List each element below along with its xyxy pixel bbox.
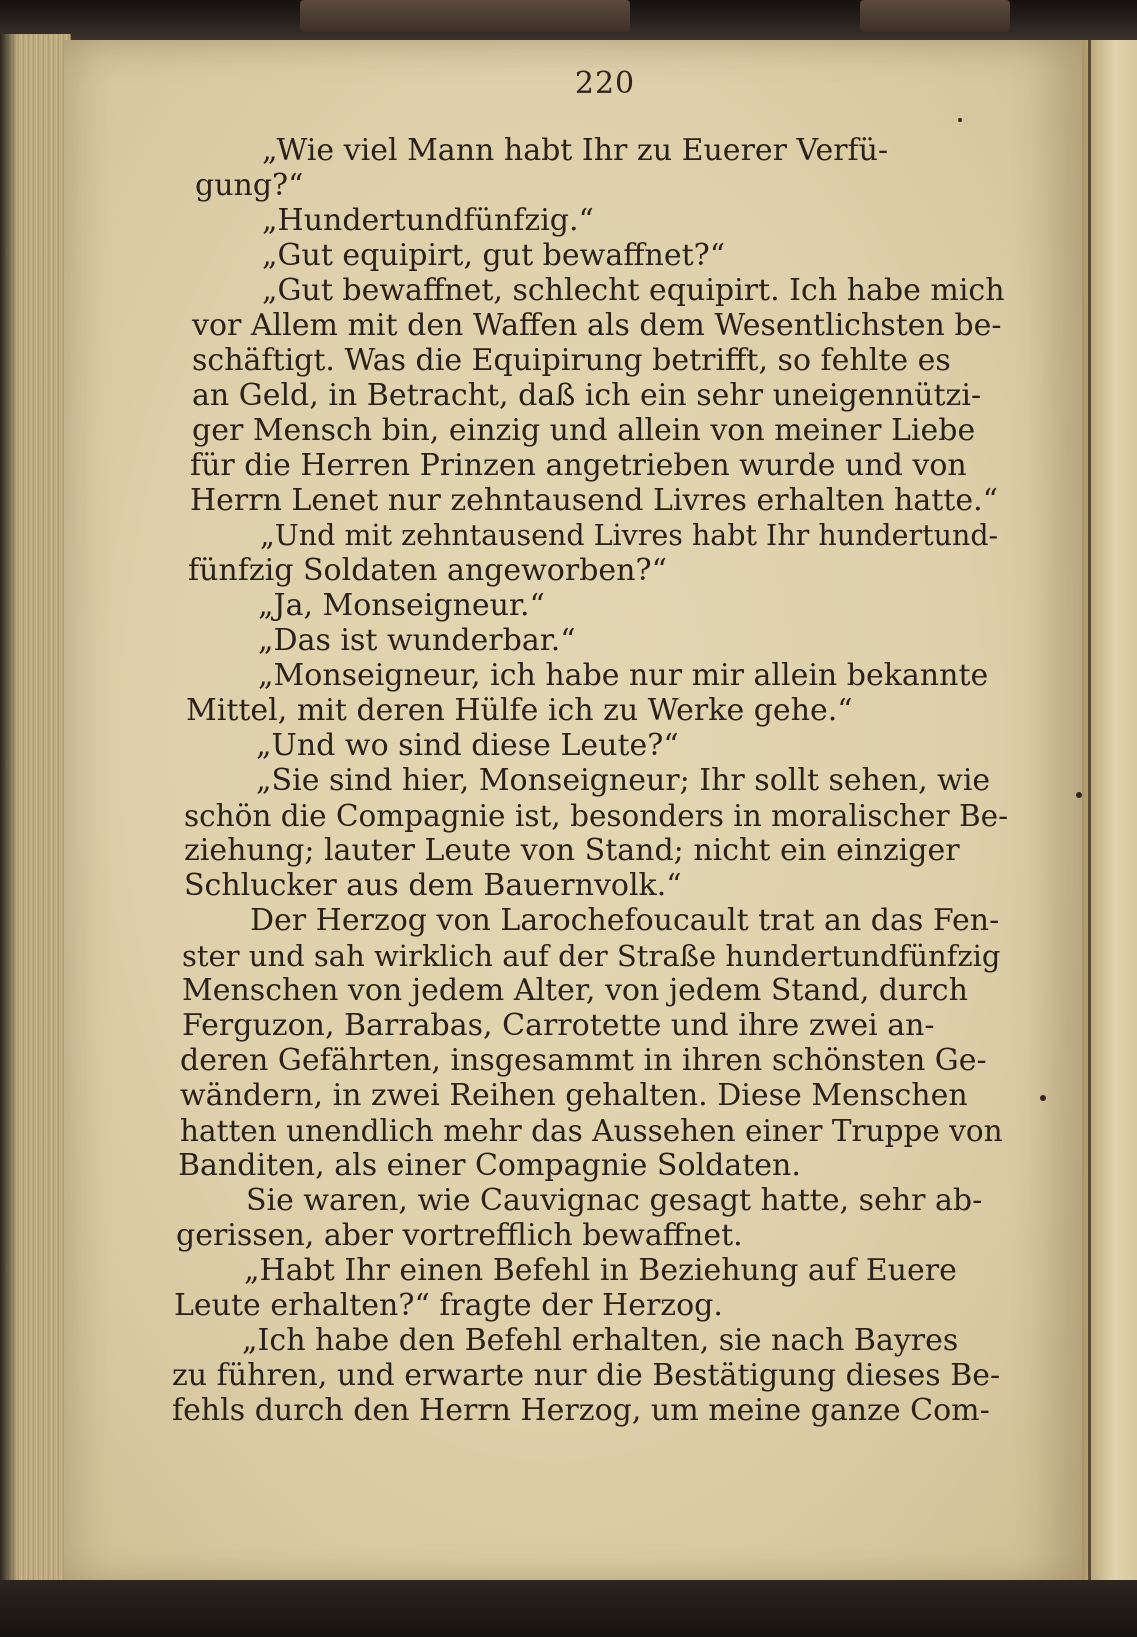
- text-line: Sie waren, wie Cauvignac gesagt hatte, sehr ab-: [246, 1183, 983, 1218]
- text-line: hatten unendlich mehr das Aussehen einer Truppe von: [180, 1114, 1003, 1148]
- text-line: Ferguzon, Barrabas, Carrotette und ihre zwei an-: [182, 1008, 935, 1043]
- text-line: „Sie sind hier, Monseigneur; Ihr sollt sehen, wie: [256, 763, 991, 798]
- text-line: fehls durch den Herrn Herzog, um meine ganze Com-: [172, 1393, 990, 1428]
- text-line: fünfzig Soldaten angeworben?“: [188, 553, 667, 588]
- text-line: „Hundertundfünfzig.“: [262, 203, 594, 238]
- text-line: schäftigt. Was die Equipirung betrifft, so fehlte es: [192, 343, 951, 378]
- gutter-fold-line: [1088, 40, 1091, 1586]
- text-line: Mittel, mit deren Hülfe ich zu Werke gehe.“: [186, 693, 853, 728]
- ink-speck: [958, 118, 962, 122]
- page-number: 220: [574, 66, 636, 101]
- text-line: ziehung; lauter Leute von Stand; nicht ein einziger: [184, 833, 960, 868]
- text-line: schön die Compagnie ist, besonders in moralischer Be-: [184, 799, 1009, 833]
- text-line: „Und mit zehntausend Livres habt Ihr hundertund-: [260, 519, 999, 552]
- text-line: gung?“: [195, 168, 304, 203]
- text-line: „Gut equipirt, gut bewaffnet?“: [262, 238, 726, 273]
- binding-strap: [860, 0, 1010, 32]
- text-line: „Gut bewaffnet, schlecht equipirt. Ich habe mich: [262, 273, 1005, 308]
- text-line: „Ja, Monseigneur.“: [258, 588, 545, 623]
- text-line: Menschen von jedem Alter, von jedem Stand, durch: [182, 973, 968, 1008]
- text-line: „Und wo sind diese Leute?“: [256, 728, 679, 763]
- text-line: vor Allem mit den Waffen als dem Wesentlichsten be-: [192, 308, 1002, 343]
- text-line: zu führen, und erwarte nur die Bestätigung dieses Be-: [172, 1358, 1001, 1393]
- text-line: Schlucker aus dem Bauernvolk.“: [184, 868, 682, 903]
- text-line: Herrn Lenet nur zehntausend Livres erhalten hatte.“: [190, 483, 998, 518]
- text-line: ster und sah wirklich auf der Straße hundertundfünfzig: [182, 939, 1001, 973]
- book-bottom-edge: [0, 1580, 1137, 1637]
- binding-strap: [300, 0, 630, 32]
- text-line: Banditen, als einer Compagnie Soldaten.: [178, 1148, 801, 1183]
- text-line: für die Herren Prinzen angetrieben wurde und von: [190, 448, 967, 483]
- text-line: Der Herzog von Larochefoucault trat an das Fen-: [250, 903, 1000, 938]
- text-line: an Geld, in Betracht, daß ich ein sehr uneigennützi-: [192, 378, 982, 413]
- text-line: Leute erhalten?“ fragte der Herzog.: [174, 1288, 723, 1323]
- ink-speck: [1040, 1095, 1046, 1101]
- text-line: deren Gefährten, insgesammt in ihren schönsten Ge-: [180, 1043, 987, 1078]
- text-line: „Wie viel Mann habt Ihr zu Euerer Verfü-: [262, 133, 889, 168]
- text-line: „Monseigneur, ich habe nur mir allein bekannte: [258, 658, 989, 693]
- ink-speck: [1076, 792, 1082, 798]
- text-line: „Ich habe den Befehl erhalten, sie nach Bayres: [242, 1323, 959, 1358]
- text-line: ger Mensch bin, einzig und allein von meiner Liebe: [192, 413, 976, 448]
- text-line: gerissen, aber vortrefflich bewaffnet.: [176, 1218, 743, 1253]
- text-line: wändern, in zwei Reihen gehalten. Diese Menschen: [180, 1078, 968, 1113]
- page-stack-shadow: [0, 34, 18, 1589]
- text-line: „Das ist wunderbar.“: [258, 623, 576, 658]
- text-line: „Habt Ihr einen Befehl in Beziehung auf Euere: [244, 1253, 957, 1288]
